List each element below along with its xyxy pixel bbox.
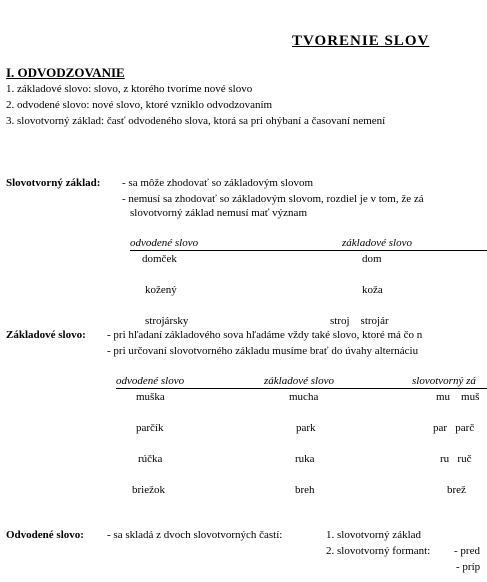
table-cell: koža — [362, 284, 383, 296]
table-cell: park — [296, 422, 316, 434]
column-header: odvodené slovo — [130, 237, 342, 251]
table-cell: parčík — [136, 422, 164, 434]
column-header: základové slovo — [342, 237, 487, 251]
table-cell: briežok — [132, 484, 165, 496]
zakladove-slovo-line: - pri určovaní slovotvorného základu musíme brať do úvahy alternáciu — [107, 345, 419, 357]
odvodene-slovo-part: 2. slovotvorný formant: — [326, 545, 431, 557]
table-cell: kožený — [145, 284, 177, 296]
definition-item: 3. slovotvorný základ: časť odvodeného slova, ktorá sa pri ohýbaní a časovaní nemení — [6, 115, 386, 127]
table-cell: mucha — [289, 391, 319, 403]
table-cell: rúčka — [138, 453, 163, 465]
odvodene-slovo-line: - sa skladá z dvoch slovotvorných častí: — [107, 529, 283, 541]
column-header: základové slovo — [264, 375, 412, 389]
definition-item: 2. odvodené slovo: nové slovo, ktoré vzniklo odvodzovaním — [6, 99, 273, 111]
table-cell: dom — [362, 253, 382, 265]
table-cell: mu muš — [436, 391, 480, 403]
zakladove-slovo-line: - pri hľadaní základového sova hľadáme vždy také slovo, ktoré má čo n — [107, 329, 423, 341]
definition-item: 1. základové slovo: slovo, z ktorého tvoríme nové slovo — [6, 83, 253, 95]
slovotvorny-zaklad-line: - nemusí sa zhodovať so základovým slovom, rozdiel je v tom, že zá — [122, 193, 424, 205]
zakladove-slovo-label: Základové slovo: — [6, 329, 86, 341]
table-cell: ruka — [295, 453, 315, 465]
odvodene-slovo-part: - príp — [456, 561, 481, 573]
slovotvorny-zaklad-label: Slovotvorný základ: — [6, 177, 101, 189]
table-cell: domček — [142, 253, 177, 265]
table-cell: brež — [447, 484, 466, 496]
page-title: TVORENIE SLOV — [292, 33, 430, 49]
table-cell: strojársky — [145, 315, 189, 327]
column-header: odvodené slovo — [116, 375, 264, 389]
section-heading-odvodzovanie: I. ODVODZOVANIE — [6, 65, 125, 80]
table-cell: muška — [136, 391, 165, 403]
table-cell: par parč — [433, 422, 475, 434]
odvodene-slovo-part: 1. slovotvorný základ — [326, 529, 422, 541]
table-cell: breh — [295, 484, 315, 496]
column-header: slovotvorný zá — [412, 375, 487, 389]
slovotvorny-zaklad-line: - sa môže zhodovať so základovým slovom — [122, 177, 314, 189]
table-cell: ru ruč — [440, 453, 472, 465]
odvodene-slovo-part: - pred — [454, 545, 480, 557]
odvodene-slovo-label: Odvodené slovo: — [6, 529, 84, 541]
slovotvorny-zaklad-line: slovotvorný základ nemusí mať význam — [130, 207, 307, 219]
table-cell: stroj strojár — [330, 315, 389, 327]
